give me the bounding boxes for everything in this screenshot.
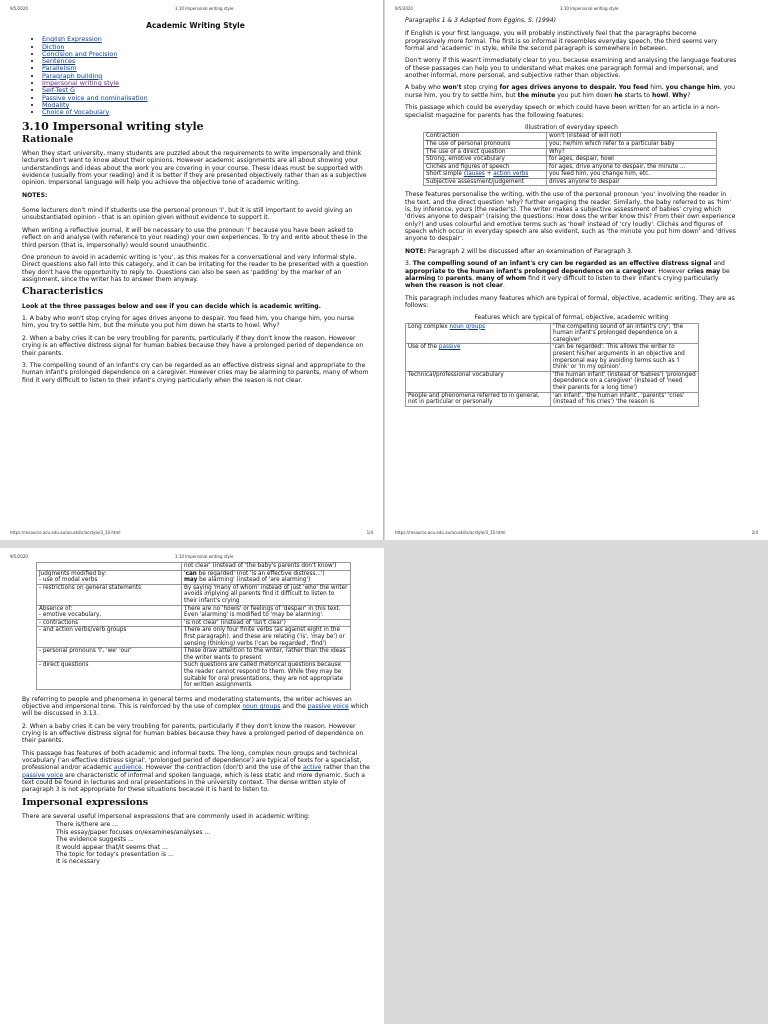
everyday-speech-table: [423, 132, 717, 186]
academic-features-table: [405, 323, 699, 407]
link-noun-groups[interactable]: noun groups: [242, 702, 281, 710]
header-title: 3.10 Impersonal writing style: [175, 554, 234, 559]
toc-item: [42, 58, 369, 65]
pdf-page-3: [0, 548, 384, 1024]
table-caption: Features which are typical of formal, objective, academic writing: [474, 314, 669, 322]
toc-link-english-expression[interactable]: English Expression: [42, 35, 102, 44]
footer-url: https://resource.acu.edu.au/acuskills/acstyle/3_10.html: [10, 530, 121, 535]
note-paragraph: When writing a reflective journal, it will be necessary to use the pronoun 'I' because you have been asked to reflect on and analyse (with reference to your reading) your own experiences. To try and write about these in the third person (that is, impersonally) would sound unauthentic.: [22, 226, 368, 249]
table-row: Clichés and figures of speech for ages, drive anyone to despair, the minute ...: [424, 163, 717, 171]
formal-passage: 3. The compelling sound of an infant's cry can be regarded as an effective distress signal and appropriate to the human infant's prolonged dependence on a caregiver. However cries may be alarming to parents, many of whom find it very difficult to listen to their infant's crying particularly when the reason is not clear.: [405, 260, 730, 290]
header-date: 9/5/2020: [10, 6, 28, 11]
paragraph: This paragraph includes many features which are typical of formal, objective, academic writing. They are as follows:: [405, 294, 735, 309]
toc-link-paragraph-building[interactable]: Paragraph building: [42, 71, 103, 80]
note-paragraph: Some lecturers don't mind if students use the personal pronoun 'I', but it is still important to avoid giving an unsubstantiated opinion - that is an opinion given without evidence to support it.: [22, 207, 353, 222]
paragraph: These features personalise the writing, with the use of the personal pronoun 'you' involving the reader in the text, and the direct question 'why? further engaging the reader. Similarly, the baby referred to as 'him' is, by inference, yours (the reader's). The writer makes a subjective assessment of babies' crying which 'drives anyone to despair' (raising the questions: How does the writer know this? From their own experience only?) and uses colourful and emotive terms such as 'howl' instead of 'cry loudly'. Clichés and figures of speech which occur in everyday speech are also evident, such as 'the minute you put him down' and 'drives anyone to despair'.: [405, 191, 736, 243]
pdf-page-1: [0, 0, 384, 540]
note-paragraph: One pronoun to avoid in academic writing is 'you', as this makes for a conversational and very informal style. Direct questions also fall into this category, and it can be irritating for the reader to be presented with a question they don't have the opportunity to reply to. Questions can also be seen as 'padding' by the marker of an assignment, since the writer has to answer them anyway.: [22, 253, 368, 283]
passage-2-repeat: 2. When a baby cries it can be very troubling for parents, particularly if they don't know the reason. However crying is an effective distress signal for human babies because they have a prolonged period of dependence on their parents.: [22, 722, 364, 745]
link-active[interactable]: active: [303, 764, 322, 772]
paragraph: If English is your first language, you will probably instinctively feel that the paragraphs become progressively more formal. The first is so informal it resembles everyday speech, the third seems very formal and 'academic' in style, while the second paragraph is somewhere in between.: [405, 30, 718, 52]
list-item: The topic for today's presentation is ...: [56, 851, 174, 859]
academic-features-table-continued: [36, 562, 351, 690]
passage-3: 3. The compelling sound of an infant's cry can be regarded as an effective distress signal and appropriate to the human infant's prolonged dependence on a caregiver. However cries may be alarming to parents, many of whom find it very difficult to listen to their infant's crying particularly when the reason is not clear.: [22, 362, 369, 384]
toc-link-parallelism[interactable]: Parallelism: [42, 64, 77, 73]
toc-link-diction[interactable]: Diction: [42, 42, 65, 51]
table-row: People and phenomena referred to in general, not in particular or personally 'an infant', 'the human infant', 'parents' 'cries' (instead of 'his cries') 'the reason is: [406, 392, 699, 406]
table-row: Absence of: - emotive vocabulary, There are no 'howls' or feelings of 'despair' in this text. Even 'alarming' is modified to 'may be alarming'.: [37, 605, 351, 619]
everyday-speech-passage: A baby who won't stop crying for ages drives anyone to despair. You feed him, you change him, you nurse him, you try to settle him, but the minute you put him down he starts to howl. Why?: [405, 84, 735, 99]
table-row: Short simple clauses + action verbs you feed him, you change him, etc.: [424, 171, 717, 179]
toc-link-passive-voice[interactable]: Passive voice and nominalisation: [42, 93, 148, 102]
table-row: not clear' (instead of 'the baby's parents don't know'): [37, 563, 351, 571]
link-audience[interactable]: audience: [113, 764, 142, 772]
toc-link-vocabulary[interactable]: Choice of Vocabulary: [42, 108, 110, 117]
link-passive[interactable]: passive: [438, 344, 461, 351]
table-row: Use of the passive 'can be regarded'. This allows the writer to present his/her arguments in an objective and impersonal way by avoiding terms such as 'I think' or 'In my opinion'.: [406, 344, 699, 371]
table-row: - direct questions Such questions are called rhetorical questions because the reader cannot respond to them. While they may be suitable for oral presentations, they are not appropriate for written assignments: [37, 662, 351, 689]
header-date: 9/5/2020: [395, 6, 413, 11]
toc-item: [42, 95, 369, 102]
paragraph: This passage has features of both academic and informal texts. The long, complex noun groups and technical vocabulary ('an effective distress signal', 'prolonged period of dependence') are typical of texts for a specialist, professional and/or academic audience. However the contraction (don't) and the use of the active rather than the passive voice are characteristic of informal and spoken language, which is less static and more dynamic. Such a text could be found in lectures and oral presentations in the university context. The dense written style of paragraph 3 is not appropriate for these situations because it is hard to listen to.: [22, 749, 370, 794]
footer-page-number: 2/4: [751, 530, 758, 535]
header-date: 9/5/2020: [10, 554, 28, 559]
toc-item: [42, 36, 369, 43]
table-row: - and action verbs/verb groups There are only four finite verbs (as against eight in the first paragraph). and these are relating ('is', 'may be') or sensing (thinking) verbs ('can be regarded', 'find'): [37, 627, 351, 648]
rationale-heading: Rationale: [22, 133, 74, 145]
rationale-paragraph: When they start university, many students are puzzled about the requirements to write impersonally and think lecturers don't want to know about their opinions. However academic assignments are all about showing your understandings and ideas about the work you are covering in your course. These ideas must be supported with evidence (usually from your reading) and it is better if they are presented objectively rather than as a subjective opinion. Impersonal language will help you achieve the objective tone of academic writing.: [22, 150, 367, 187]
footer-url: https://resource.acu.edu.au/acuskills/acstyle/3_10.html: [395, 530, 506, 535]
toc-link-concision[interactable]: Concision and Precision: [42, 49, 118, 58]
paragraph: By referring to people and phenomena in general terms and moderating statements, the writer achieves an objective and impersonal tone. This is reinforced by the use of complex noun groups and the passive voice which will be discussed in 3.13.: [22, 695, 369, 718]
characteristics-heading: Characteristics: [22, 286, 104, 298]
table-row: The use of personal pronouns you; he/him which refer to a particular baby: [424, 140, 717, 148]
table-row: - restrictions on general statements By saying 'many of whom' instead of just 'who' the writer avoids implying all parents find it difficult to listen to their infant's crying: [37, 584, 351, 605]
paragraph: Don't worry if this wasn't immediately clear to you, because examining and analysing the language features of these passages can help you to understand what makes one paragraph formal and impersonal, and another informal, more personal, and subjective rather than objective.: [405, 57, 737, 79]
toc-item: [42, 109, 369, 116]
list-item: It would appear that/it seems that ...: [56, 843, 168, 851]
link-passive-voice[interactable]: passive voice: [22, 771, 64, 779]
page-1-content: [22, 20, 369, 389]
page-header: [10, 6, 373, 11]
paragraph: This passage which could be everyday speech or which could have been written for an article in a non-specialist magazine for parents has the following features:: [405, 104, 720, 119]
page-2-content: [405, 17, 738, 407]
table-row: - contractions 'is not clear' (instead of 'isn't clear'): [37, 619, 351, 627]
page-header: [395, 6, 758, 11]
toc-link-sentences[interactable]: Sentences: [42, 57, 76, 66]
table-row: Contraction won't (instead of will not): [424, 133, 717, 141]
toc-link-impersonal-style[interactable]: Impersonal writing style: [42, 79, 120, 88]
list-item: This essay/paper focuses on/examines/analyses ...: [56, 828, 211, 836]
table-row: Long complex noun groups 'The compelling sound of an infant's cry'; 'the human infant's prolonged dependence on a caregiver': [406, 323, 699, 344]
list-item: The evidence suggests ...: [56, 836, 134, 844]
link-action-verbs[interactable]: action verbs: [493, 171, 529, 178]
toc-item: [42, 80, 369, 87]
header-title: 3.10 Impersonal writing style: [175, 6, 234, 11]
characteristics-intro: Look at the three passages below and see if you can decide which is academic writing.: [22, 302, 321, 310]
table-row: Subjective assessment/judgement drives anyone to despair: [424, 178, 717, 186]
section-heading: 3.10 Impersonal writing style: [22, 119, 204, 133]
page-footer: [10, 530, 373, 535]
page-footer: [395, 530, 758, 535]
table-row: - personal pronouns 'I', 'we' 'our' These draw attention to the writer, rather than the ideas the writer wants to present: [37, 648, 351, 662]
footer-page-number: 1/4: [366, 530, 373, 535]
toc-list: [22, 36, 369, 116]
page-3-content: [22, 562, 370, 866]
source-citation: Paragraphs 1 & 3 Adapted from Eggins, S. (1994): [405, 17, 556, 24]
table-row: Judgments modified by: - use of modal verbs 'can be regarded' (not 'is an effective distress...') may be alarming' (instead of 'are alarming'): [37, 570, 351, 584]
toc-link-self-test[interactable]: Self-Test G: [42, 86, 75, 95]
table-row: Technical/professional vocabulary 'the human infant' (instead of 'babies') 'prolonged dependence on a caregiver' (instead of 'need their parents for a long time'): [406, 371, 699, 392]
note-paragraph: NOTE: Paragraph 2 will be discussed after an examination of Paragraph 3.: [405, 247, 633, 255]
table-caption: Illustration of everyday speech: [525, 124, 618, 132]
toc-item: [42, 51, 369, 58]
list-item: There is/there are ...: [56, 821, 118, 829]
pdf-page-2: [385, 0, 768, 540]
table-row: The use of a direct question Why?: [424, 148, 717, 156]
page-header: [10, 554, 374, 559]
link-clauses[interactable]: clauses: [463, 171, 485, 178]
toc-link-modality[interactable]: Modality: [42, 100, 70, 109]
impersonal-expressions-heading: Impersonal expressions: [22, 796, 149, 808]
notes-label: NOTES:: [22, 191, 48, 199]
passage-2: 2. When a baby cries it can be very troubling for parents, particularly if they don't know the reason. However crying is an effective distress signal for human babies because they have a prolonged period of dependence on their parents.: [22, 334, 364, 357]
header-title: 3.10 Impersonal writing style: [560, 6, 619, 11]
link-passive-voice[interactable]: passive voice: [307, 702, 349, 710]
table-row: Strong, emotive vocabulary for ages, despair, howl: [424, 156, 717, 164]
link-noun-groups[interactable]: noun groups: [449, 323, 486, 330]
paragraph: There are several useful impersonal expressions that are commonly used in academic writing:: [22, 813, 310, 821]
expression-list: [56, 821, 370, 865]
list-item: It is necessary: [56, 858, 100, 866]
site-title: Academic Writing Style: [146, 21, 245, 30]
passage-1: 1. A baby who won't stop crying for ages drives anyone to despair. You feed him, you change him, you nurse him, you try to settle him, but the minute you put him down he starts to howl. Why?: [22, 315, 355, 330]
